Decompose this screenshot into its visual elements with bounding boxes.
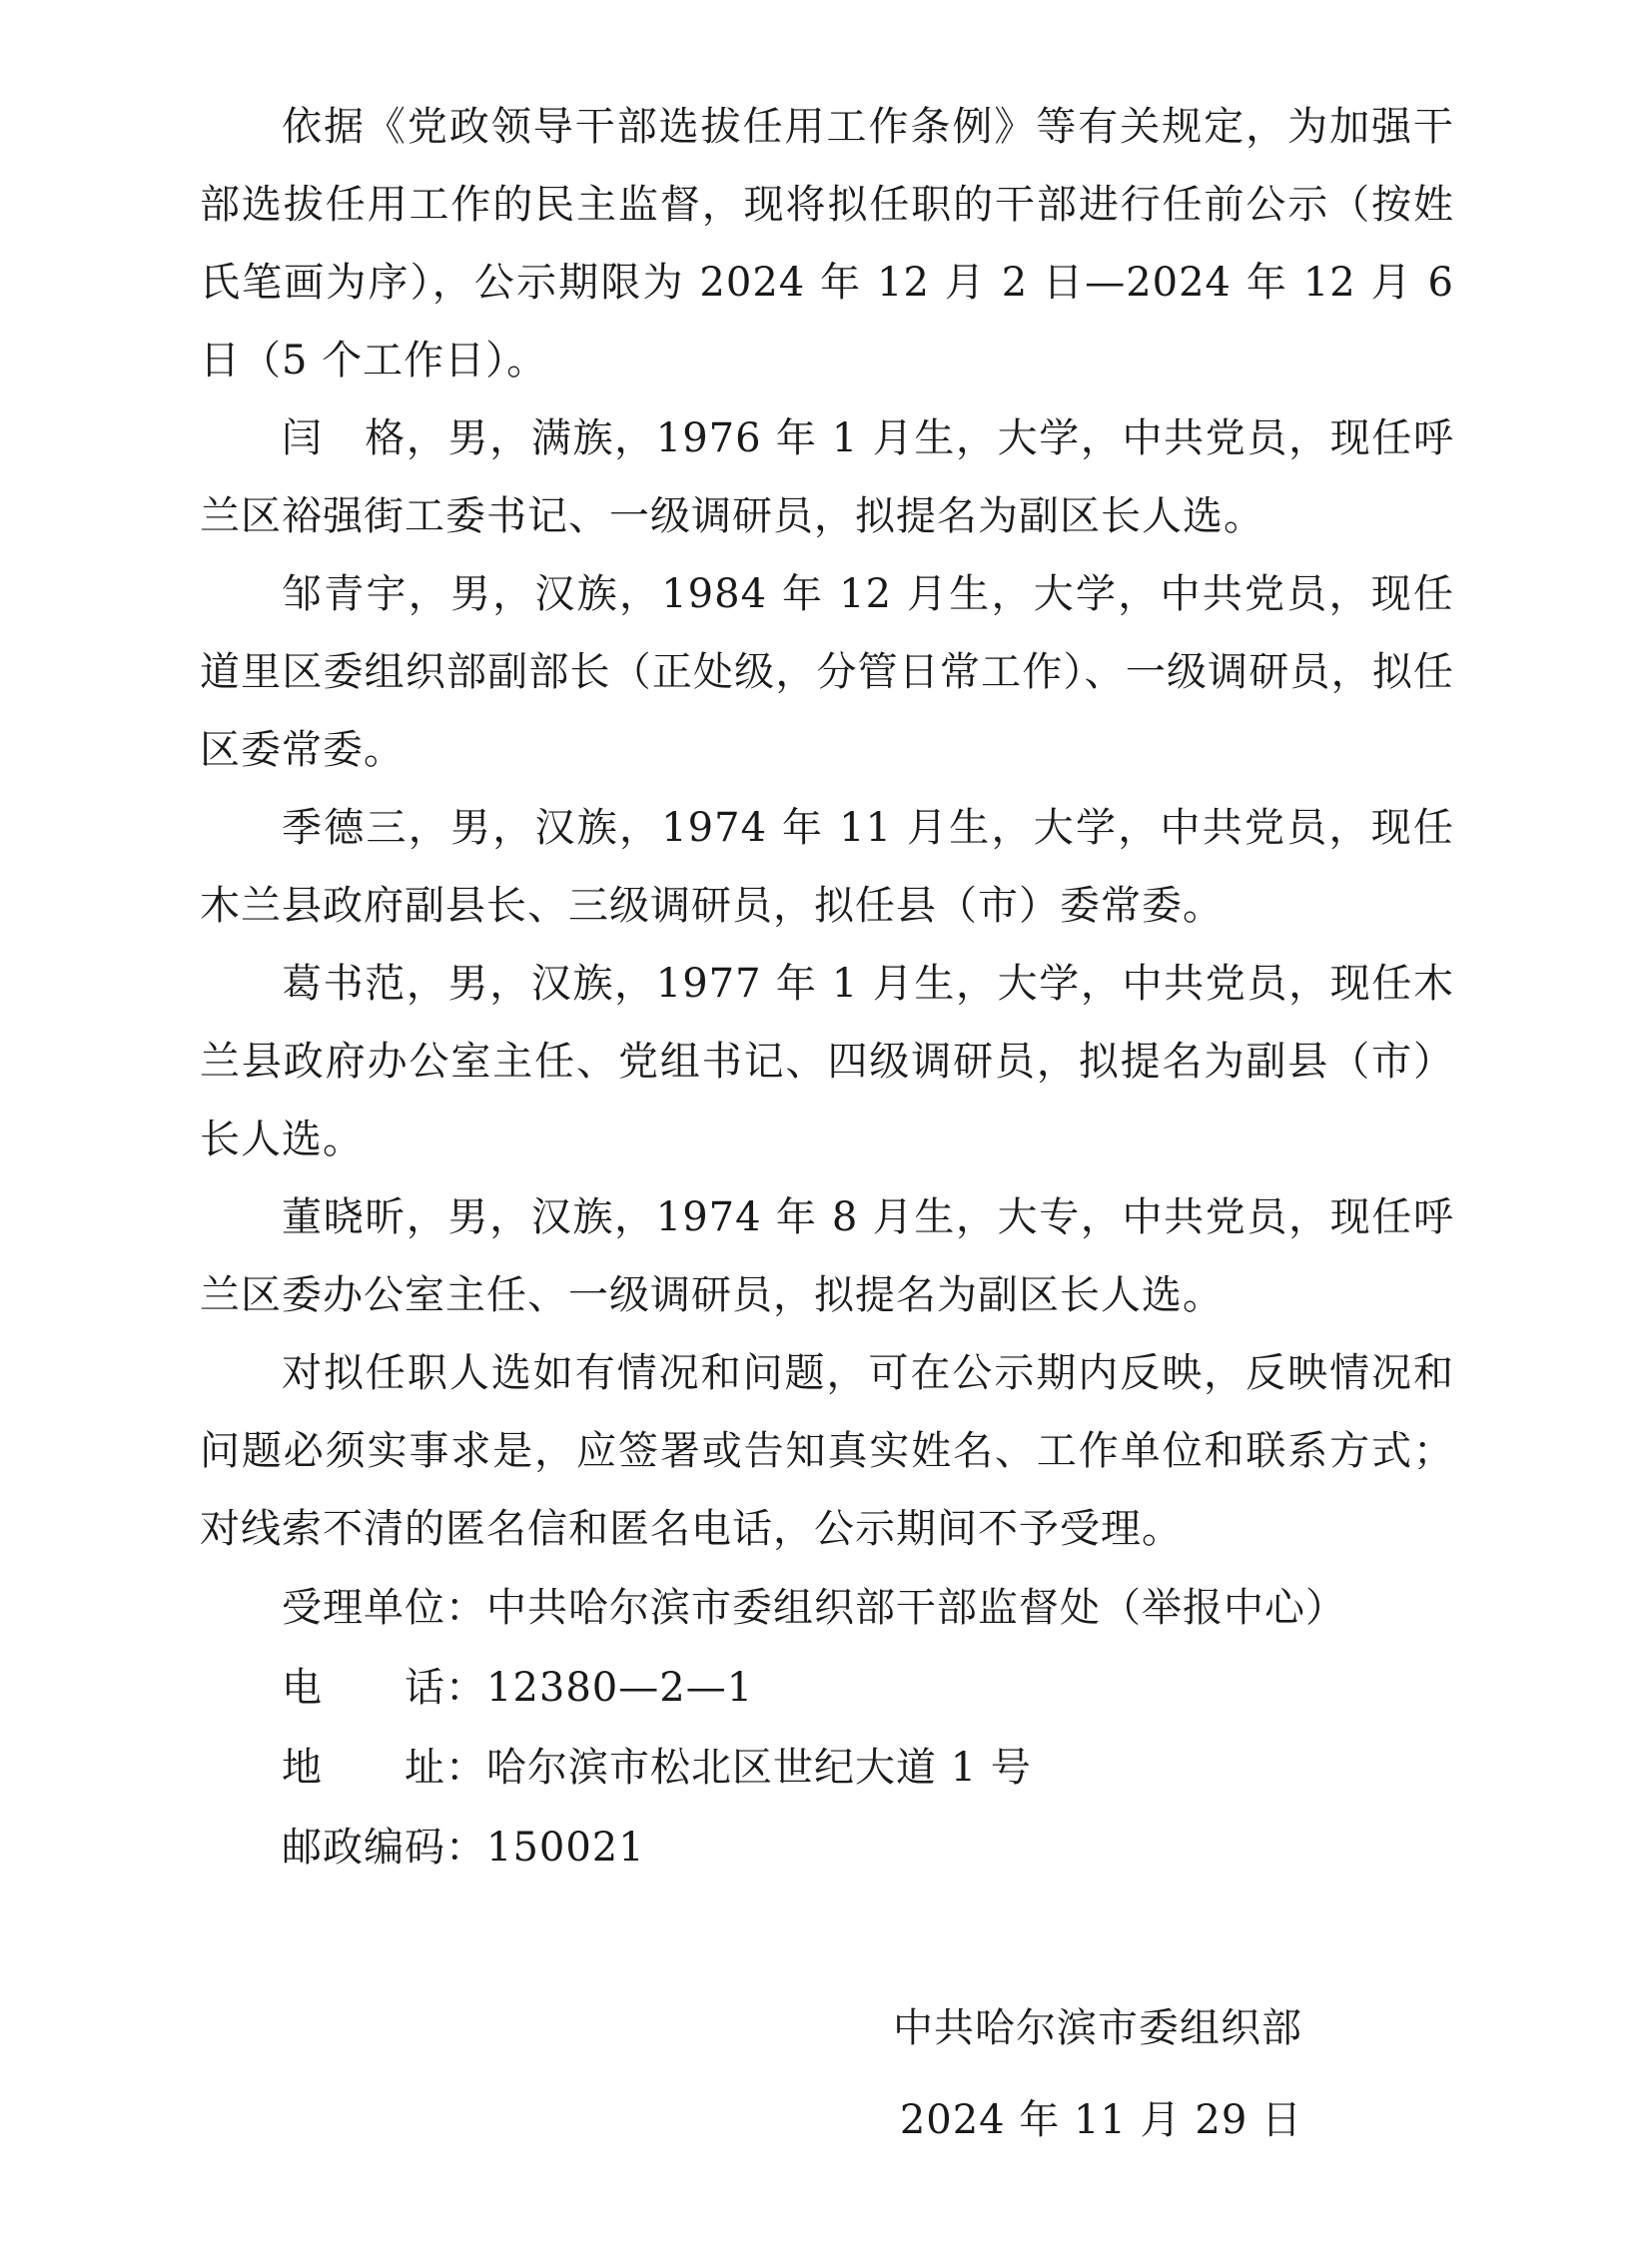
contact-row-postcode [200,1808,1454,1888]
contact-block [200,1568,1454,1888]
contact-value: 中共哈尔滨市委组织部干部监督处（举报中心） [486,1585,1346,1631]
contact-row-unit [200,1568,1454,1648]
feedback-paragraph: 对拟任职人选如有情况和问题，可在公示期内反映，反映情况和问题必须实事求是，应签署或告知真实姓名、工作单位和联系方式；对线索不清的匿名信和匿名电话，公示期间不予受理。 [200,1350,1454,1552]
signature-org: 中共哈尔滨市委组织部 [893,2005,1302,2051]
contact-label: 地 址： [282,1745,486,1791]
contact-label: 受理单位： [282,1585,486,1631]
document-body [200,88,1454,1888]
candidate-paragraph: 葛书范，男，汉族，1977 年 1 月生，大学，中共党员，现任木兰县政府办公室主任、党组书记、四级调研员，拟提名为副县（市）长人选。 [200,961,1454,1162]
candidate-paragraph: 董晓昕，男，汉族，1974 年 8 月生，大专，中共党员，现任呼兰区委办公室主任、一级调研员，拟提名为副区长人选。 [200,1194,1454,1318]
contact-label: 电 话： [282,1665,486,1711]
contact-value: 150021 [486,1825,645,1871]
candidate-paragraph: 季德三，男，汉族，1974 年 11 月生，大学，中共党员，现任木兰县政府副县长、三级调研员，拟任县（市）委常委。 [200,805,1454,929]
intro-paragraph: 依据《党政领导干部选拔任用工作条例》等有关规定，为加强干部选拔任用工作的民主监督，现将拟任职的干部进行任前公示（按姓氏笔画为序），公示期限为 2024 年 12 月 2 日—2024 年 12 月 6 日（5 个工作日）。 [200,104,1454,383]
contact-value: 哈尔滨市松北区世纪大道 1 号 [486,1745,1032,1791]
contact-row-phone [200,1648,1454,1728]
signature-date: 2024 年 11 月 29 日 [899,2097,1302,2143]
contact-label: 邮政编码： [282,1825,486,1871]
contact-value: 12380—2—1 [486,1665,754,1711]
contact-row-address [200,1728,1454,1808]
signature-block [893,1982,1302,2166]
candidate-paragraph: 邹青宇，男，汉族，1984 年 12 月生，大学，中共党员，现任道里区委组织部副部长（正处级，分管日常工作）、一级调研员，拟任区委常委。 [200,571,1454,773]
candidate-paragraph: 闫 格，男，满族，1976 年 1 月生，大学，中共党员，现任呼兰区裕强街工委书记、一级调研员，拟提名为副区长人选。 [200,415,1454,539]
